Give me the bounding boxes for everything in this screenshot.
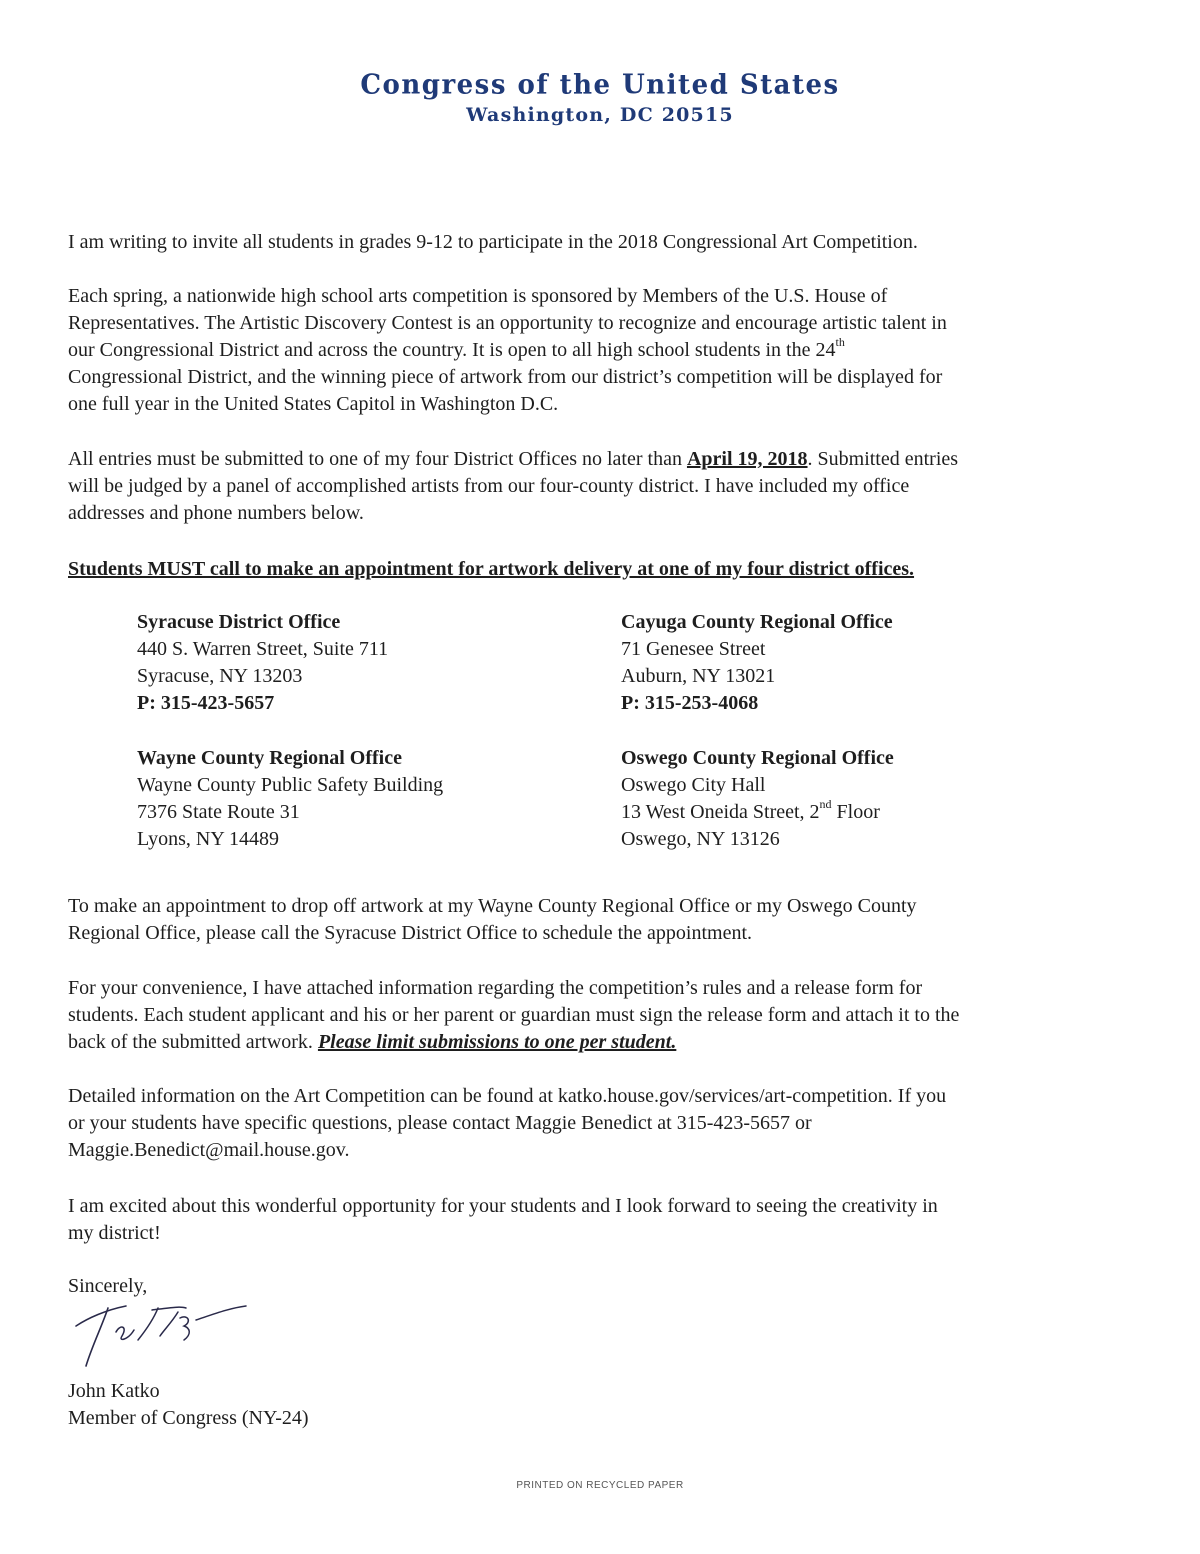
office-address-line: Syracuse, NY 13203	[137, 665, 303, 687]
letterhead-subtitle: Washington, DC 20515	[466, 104, 734, 126]
office-syracuse	[137, 609, 597, 717]
text-line	[68, 446, 1128, 473]
text-line: Detailed information on the Art Competition can be found at katko.house.gov/services/art-competition. If you	[68, 1085, 947, 1107]
intro-line: I am writing to invite all students in grades 9-12 to participate in the 2018 Congressional Art Competition.	[68, 231, 918, 253]
text-fragment: our Congressional District and across the country. It is open to all high school students in the 24	[68, 339, 836, 361]
text-line: Regional Office, please call the Syracuse District Office to schedule the appointment.	[68, 922, 753, 944]
office-name: Syracuse District Office	[137, 611, 341, 633]
office-phone: P: 315-253-4068	[621, 692, 759, 714]
appointment-notice	[68, 556, 1128, 583]
text-line: my district!	[68, 1222, 161, 1244]
text-fragment: 13 West Oneida Street, 2	[621, 801, 820, 823]
office-address-line: Auburn, NY 13021	[621, 665, 776, 687]
salutation-line: Sincerely,	[68, 1275, 148, 1297]
signature-image	[68, 1296, 258, 1376]
office-name: Oswego County Regional Office	[621, 747, 894, 769]
text-fragment: Floor	[831, 801, 880, 823]
letterhead-title: Congress of the United States	[360, 69, 840, 101]
text-line: Representatives. The Artistic Discovery Contest is an opportunity to recognize and encourage artistic talent in	[68, 312, 947, 334]
paragraph-rules	[68, 975, 1128, 1056]
text-line: I am excited about this wonderful opportunity for your students and I look forward to seeing the creativity in	[68, 1195, 938, 1217]
office-phone: P: 315-423-5657	[137, 692, 275, 714]
paragraph-dropoff	[68, 893, 1128, 947]
office-wayne	[137, 745, 597, 853]
office-address-line: 71 Genesee Street	[621, 638, 766, 660]
paragraph-contact	[68, 1083, 1128, 1164]
signer-title: Member of Congress (NY-24)	[68, 1407, 309, 1429]
office-address-line: Oswego, NY 13126	[621, 828, 780, 850]
office-address-line: Oswego City Hall	[621, 774, 766, 796]
superscript: nd	[819, 797, 832, 812]
text-fragment: . Submitted entries	[807, 448, 959, 470]
text-line	[68, 337, 1128, 364]
text-line: For your convenience, I have attached information regarding the competition’s rules and a release form for	[68, 977, 923, 999]
signature-block	[68, 1378, 1128, 1432]
submission-limit: Please limit submissions to one per student.	[317, 1031, 677, 1053]
text-line: or your students have specific questions, please contact Maggie Benedict at 315-423-5657 or	[68, 1112, 812, 1134]
deadline-date: April 19, 2018	[686, 448, 808, 470]
paragraph-description	[68, 283, 1128, 418]
paragraph-closing	[68, 1193, 1128, 1247]
office-address-line: 440 S. Warren Street, Suite 711	[137, 638, 389, 660]
text-line: Maggie.Benedict@mail.house.gov.	[68, 1139, 350, 1161]
text-fragment: back of the submitted artwork.	[68, 1031, 318, 1053]
superscript: th	[835, 335, 845, 350]
office-name: Cayuga County Regional Office	[621, 611, 893, 633]
text-fragment: All entries must be submitted to one of my four District Offices no later than	[68, 448, 687, 470]
office-oswego	[621, 745, 1081, 853]
notice-line: Students MUST call to make an appointment for artwork delivery at one of my four district offices.	[68, 558, 915, 580]
text-line: Congressional District, and the winning piece of artwork from our district’s competition will be displayed for	[68, 366, 943, 388]
paragraph-deadline	[68, 446, 1128, 527]
letterhead	[0, 70, 1200, 126]
office-address-line	[621, 799, 1081, 826]
text-line: one full year in the United States Capitol in Washington D.C.	[68, 393, 559, 415]
office-address-line: 7376 State Route 31	[137, 801, 300, 823]
office-address-line: Lyons, NY 14489	[137, 828, 280, 850]
text-line: students. Each student applicant and his or her parent or guardian must sign the release form and attach it to the	[68, 1004, 960, 1026]
text-line: will be judged by a panel of accomplished artists from our four-county district. I have included my office	[68, 475, 910, 497]
intro-paragraph	[68, 229, 1128, 256]
office-address-line: Wayne County Public Safety Building	[137, 774, 444, 796]
signer-name: John Katko	[68, 1380, 160, 1402]
text-line: To make an appointment to drop off artwork at my Wayne County Regional Office or my Oswego County	[68, 895, 917, 917]
text-line	[68, 1029, 1128, 1056]
office-cayuga	[621, 609, 1081, 717]
text-line: addresses and phone numbers below.	[68, 502, 364, 524]
office-name: Wayne County Regional Office	[137, 747, 402, 769]
text-line: Each spring, a nationwide high school arts competition is sponsored by Members of the U.S. House of	[68, 285, 888, 307]
recycled-paper-note: PRINTED ON RECYCLED PAPER	[516, 1480, 684, 1491]
